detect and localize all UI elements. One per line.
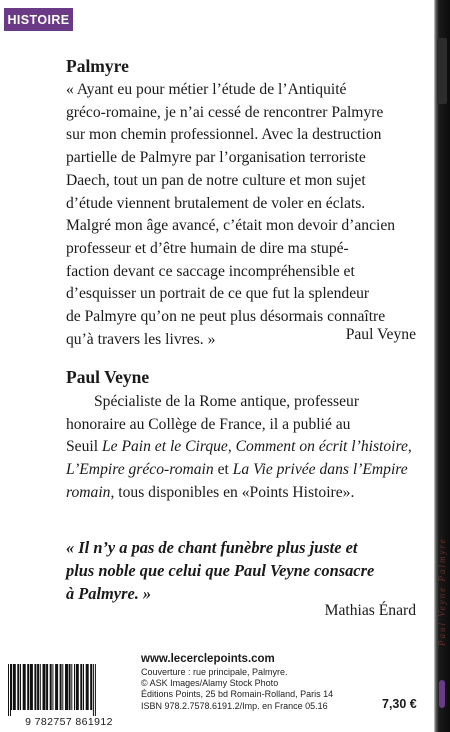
barcode-bar xyxy=(50,664,52,710)
barcode-bar xyxy=(83,664,84,710)
publisher-url[interactable]: www.lecerclepoints.com xyxy=(141,653,275,665)
barcode-bar xyxy=(76,664,79,710)
body-line: d’étude viennent brutalement de voler en éclats. xyxy=(66,194,366,212)
barcode-bar xyxy=(80,664,82,710)
barcode-bar xyxy=(27,664,29,710)
barcode-bar xyxy=(20,664,21,710)
body-line: sur mon chemin professionnel. Avec la destruction xyxy=(66,126,382,144)
book-title: Comment on écrit l’histoire xyxy=(235,438,408,456)
quote-line: plus noble que celui que Paul Veyne consacre xyxy=(66,561,375,580)
barcode-bar xyxy=(17,664,19,710)
barcode-bar xyxy=(52,664,53,710)
barcode-bar xyxy=(65,664,68,710)
barcode-bar xyxy=(93,664,94,716)
credit-line: © ASK Images/Alamy Stock Photo xyxy=(141,678,279,689)
body-line: de Palmyre qu’on ne peut plus désormais connaître xyxy=(66,308,386,326)
spine-logo-mark xyxy=(437,38,447,104)
barcode-bar xyxy=(43,664,46,710)
barcode-bar xyxy=(40,664,41,710)
book-title: La Vie privée dans l’Empire xyxy=(232,461,408,479)
barcode-bar xyxy=(8,664,9,716)
barcode-bar xyxy=(74,664,75,710)
barcode-bar xyxy=(23,664,26,710)
barcode-bar xyxy=(46,664,48,710)
credit-line: ISBN 978.2.7578.6191.2/Imp. en France 05.16 xyxy=(141,700,328,711)
book-spine xyxy=(434,0,450,732)
body-line: gréco-romaine, je n’ai cessé de rencontrer Palmyre xyxy=(66,103,384,121)
book-title: L’Empire gréco-romain xyxy=(66,461,214,479)
quote-attribution: Mathias Énard xyxy=(324,602,416,619)
barcode-bar xyxy=(71,664,72,710)
credits-block xyxy=(141,667,371,712)
barcode-bar xyxy=(60,664,62,710)
body-line: partielle de Palmyre par l’organisation terroriste xyxy=(66,149,366,167)
body-line: « Ayant eu pour métier l’étude de l’Antiquité xyxy=(66,81,347,98)
barcode-bar xyxy=(90,664,92,710)
body-line: Malgré mon âge avancé, c’était mon devoir d’ancien xyxy=(66,217,396,235)
section-heading-palmyre: Palmyre xyxy=(66,56,129,76)
body-line: professeur et d’être humain de dire ma stupé- xyxy=(66,239,349,257)
section-heading-author: Paul Veyne xyxy=(66,367,150,387)
bio-line: Spécialiste de la Rome antique, professeur xyxy=(94,393,360,410)
credit-line: Couverture : rue principale, Palmyre. xyxy=(141,667,288,677)
barcode-bar xyxy=(62,664,63,710)
barcode-bar xyxy=(13,664,16,710)
book-title: romain xyxy=(66,483,111,501)
spine-title: Paul Veyne Palmyre xyxy=(437,537,447,646)
barcode-bar xyxy=(86,664,89,710)
quote-line: à Palmyre. » xyxy=(66,584,152,603)
bio-line: Seuil Le Pain et le Cirque, Comment on écrit l’histoire, xyxy=(66,438,412,456)
body-line: Daech, tout un pan de notre culture et mon sujet xyxy=(66,171,366,189)
isbn-barcode xyxy=(4,664,134,716)
body-line: qu’à travers les livres. » xyxy=(66,330,216,348)
quote-signature: Paul Veyne xyxy=(345,326,416,343)
barcode-bar xyxy=(69,664,71,710)
barcode-bar xyxy=(37,664,39,710)
price-tag: 7,30 € xyxy=(382,697,417,711)
barcode-bar xyxy=(11,664,12,710)
book-title: Le Pain et le Cirque xyxy=(101,438,228,456)
body-line: d’esquisser un portrait de ce que fut la splendeur xyxy=(66,285,370,303)
barcode-bar xyxy=(34,664,36,710)
barcode-bar xyxy=(95,664,96,716)
bio-line: romain, tous disponibles en «Points Histoire». xyxy=(66,483,355,501)
section-body-palmyre xyxy=(66,79,418,351)
author-bio xyxy=(66,391,418,505)
barcode-bar xyxy=(55,664,58,710)
bio-line: honoraire au Collège de France, il a publié au xyxy=(66,415,351,433)
quote-line: « Il n’y a pas de chant funèbre plus juste et xyxy=(66,538,358,557)
bio-line: L’Empire gréco-romain et La Vie privée dans l’Empire xyxy=(66,461,408,479)
category-badge: HISTOIRE xyxy=(4,8,73,31)
barcode-bar xyxy=(30,664,33,710)
press-quote xyxy=(66,536,418,605)
credit-line: Éditions Points, 25 bd Romain-Rolland, Paris 14 xyxy=(141,689,334,700)
barcode-digits: 9 782757 861912 xyxy=(25,716,113,728)
spine-color-mark xyxy=(439,680,445,708)
body-line: faction devant ce saccage incompréhensible et xyxy=(66,262,355,280)
barcode-bar xyxy=(10,664,11,716)
